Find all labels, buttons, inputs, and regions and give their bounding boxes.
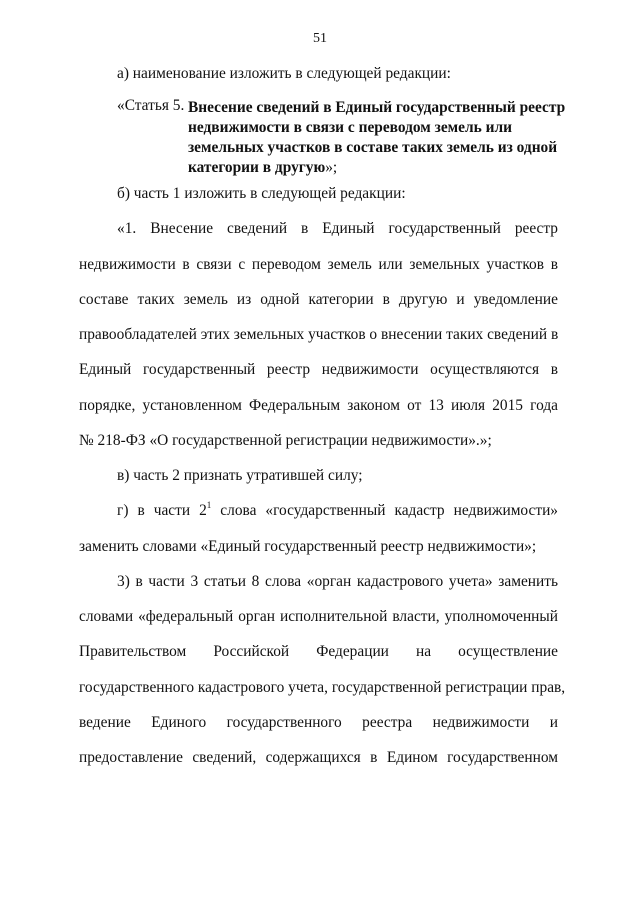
quote-line: порядке, установленном Федеральным законом от 13 июля 2015 года [79,397,558,414]
item-v: в) часть 2 признать утратившей силу; [117,467,363,484]
article-title-line: Внесение сведений в Единый государственный реестр [188,99,566,116]
item-3-line: 3) в части 3 статьи 8 слова «орган кадастрового учета» заменить [117,573,558,590]
item-g-line2: заменить словами «Единый государственный реестр недвижимости»; [79,538,537,555]
item-3-line: предоставление сведений, содержащихся в Едином государственном [79,749,558,766]
quote-line: Единый государственный реестр недвижимости осуществляются в [79,361,558,378]
item-3-line: словами «федеральный орган исполнительной власти, уполномоченный [79,608,558,625]
article-prefix: «Статья 5. [117,97,185,114]
item-g-line1 [117,500,559,519]
quote-last-line: № 218-ФЗ «О государственной регистрации недвижимости».»; [79,432,492,449]
quote-line: правообладателей этих земельных участков о внесении таких сведений в [79,326,559,343]
item-g-superscript: 1 [206,500,212,510]
quote-line: «1. Внесение сведений в Единый государственный реестр [117,220,558,237]
item-3-line: ведение Единого государственного реестра недвижимости и [79,714,558,731]
quote-line: составе таких земель из одной категории в другую и уведомление [79,291,558,308]
item-g-before: г) в части 2 [117,502,207,519]
article-title-last [188,158,564,178]
item-3-line: государственного кадастрового учета, государственной регистрации прав, [79,679,566,696]
article-title-line: земельных участков в составе таких земель из одной [188,139,558,156]
article-title [188,98,564,178]
quote-line: недвижимости в связи с переводом земель или земельных участков в [79,256,558,273]
item-g-after: слова «государственный кадастр недвижимости» [211,502,559,519]
page-number: 51 [313,31,327,46]
article-title-line: категории в другую [188,159,326,176]
article-suffix: »; [325,159,338,176]
article-title-line: недвижимости в связи с переводом земель или [188,119,512,136]
item-b: б) часть 1 изложить в следующей редакции: [117,185,406,202]
item-3-line: Правительством Российской Федерации на осуществление [79,643,558,660]
item-a: а) наименование изложить в следующей редакции: [117,65,451,82]
